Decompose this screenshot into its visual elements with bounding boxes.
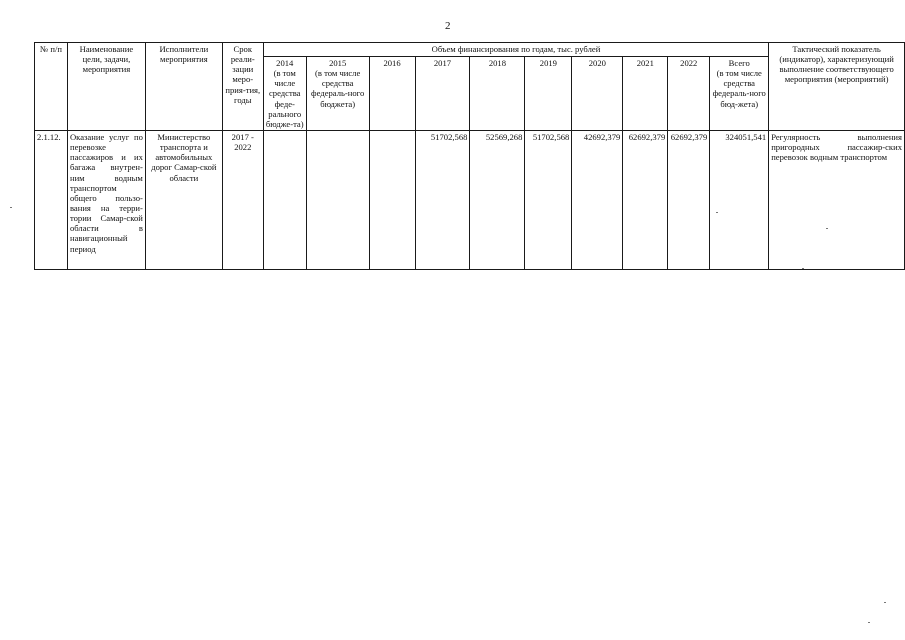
year-label: 2016 [383,58,401,68]
header-year-2021 [623,57,668,131]
year-label: 2014 [276,58,294,68]
header-year-2017 [415,57,470,131]
table-row [35,130,905,269]
row-value-2019: 51702,568 [525,130,572,269]
row-value-2021: 62692,379 [623,130,668,269]
header-total [710,57,769,131]
scan-speck [868,622,870,623]
total-note: (в том числе средства федераль-ного бюд-жета) [712,68,766,109]
row-num: 2.1.12. [35,130,68,269]
row-value-2014 [263,130,306,269]
year-label: 2019 [539,58,557,68]
year-label: 2018 [488,58,506,68]
scan-speck [10,207,12,208]
row-value-2015 [306,130,369,269]
scan-speck [716,212,718,213]
header-term: Срок реали-зации меро-прия-тия, годы [222,43,263,131]
year-note: (в том числе средства федераль-ного бюджета) [311,68,365,109]
row-value-2016 [369,130,415,269]
scan-speck [884,602,886,603]
row-executors: Министерство транспорта и автомобильных дорог Самар-ской области [145,130,222,269]
header-executors: Исполнители мероприятия [145,43,222,131]
header-year-2019 [525,57,572,131]
header-year-2016 [369,57,415,131]
row-value-2018: 52569,268 [470,130,525,269]
row-term: 2017 - 2022 [222,130,263,269]
header-year-2020 [572,57,623,131]
page-number: 2 [445,20,451,32]
row-value-2020: 42692,379 [572,130,623,269]
header-funding-group: Объем финансирования по годам, тыс. рублей [263,43,768,57]
scan-speck [826,228,828,229]
header-indicator: Тактический показатель (индикатор), характеризующий выполнение соответствующего мероприятия (мероприятий) [769,43,905,131]
header-num: № п/п [35,43,68,131]
year-label: 2021 [636,58,654,68]
row-indicator: Регулярность выполнения пригородных пассажир-ских перевозок водным транспортом [769,130,905,269]
header-year-2015 [306,57,369,131]
header-row-group [35,43,905,57]
row-total: 324051,541 [710,130,769,269]
year-label: 2022 [680,58,698,68]
row-name: Оказание услуг по перевозке пассажиров и их багажа внутрен-ним водным транспортом общего пользо-вания на терри-тории Самар-ской области в навигационный период [67,130,145,269]
funding-table [34,42,905,270]
row-value-2022: 62692,379 [668,130,710,269]
year-note: (в том числе средства феде-рального бюдже-та) [265,68,304,129]
year-label: 2020 [588,58,606,68]
header-year-2022 [668,57,710,131]
header-year-2014 [263,57,306,131]
year-label: 2015 [329,58,347,68]
scan-speck [802,268,804,269]
header-name: Наименование цели, задачи, мероприятия [67,43,145,131]
row-value-2017: 51702,568 [415,130,470,269]
total-label: Всего [728,58,750,68]
year-label: 2017 [433,58,452,68]
header-year-2018 [470,57,525,131]
